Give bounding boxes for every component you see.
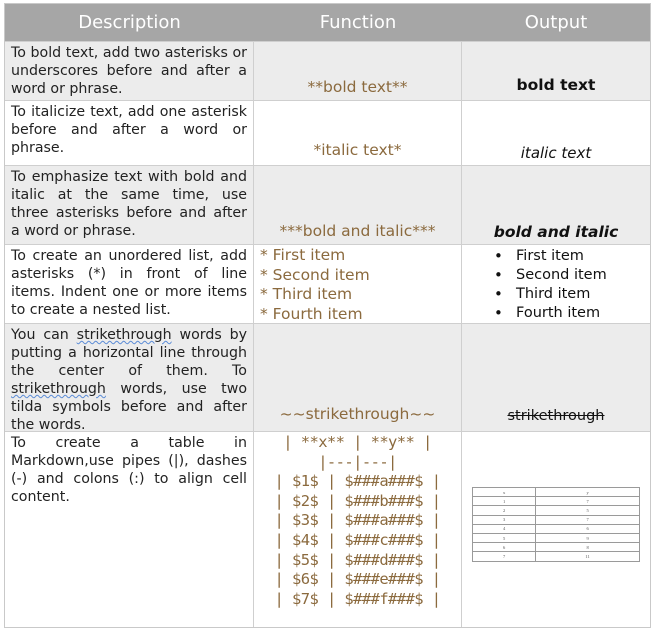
function-line: * Fourth item bbox=[260, 304, 363, 323]
mini-table-row bbox=[473, 506, 640, 515]
mini-table-row bbox=[473, 543, 640, 552]
list-item: • Third item bbox=[516, 285, 650, 304]
description-cell: To italicize text, add one asterisk before and after a word or phrase. bbox=[5, 101, 254, 165]
spellcheck-word: strikethrough bbox=[11, 381, 106, 397]
function-text: **bold text** bbox=[307, 78, 408, 96]
mini-table-row bbox=[473, 552, 640, 561]
mini-table-cell: 7 bbox=[473, 552, 536, 561]
output-bold-italic-text: bold and italic bbox=[493, 223, 619, 241]
function-line: | $4$ | $###c###$ | bbox=[274, 530, 441, 549]
header-description: Description bbox=[78, 12, 181, 33]
description-text: words by putting a horizontal line through the center of them. To bbox=[11, 327, 247, 379]
output-bold-text: bold text bbox=[516, 76, 596, 94]
description-text: You can bbox=[11, 327, 77, 343]
function-line: |---|---| bbox=[318, 452, 397, 471]
mini-table-row bbox=[473, 533, 640, 542]
mini-table-header bbox=[473, 488, 640, 497]
output-mini-table bbox=[472, 487, 640, 562]
function-line: | $3$ | $###a###$ | bbox=[274, 511, 441, 530]
mini-table-cell: 6 bbox=[536, 524, 640, 533]
table-row bbox=[5, 41, 650, 100]
mini-table-cell: 7 bbox=[536, 497, 640, 506]
function-text: *italic text* bbox=[313, 141, 402, 159]
output-cell bbox=[462, 101, 650, 165]
function-line: | $2$ | $###b###$ | bbox=[274, 491, 441, 510]
output-bullet-list bbox=[462, 245, 650, 323]
function-line: * Second item bbox=[260, 265, 370, 284]
function-line: | $7$ | $###f###$ | bbox=[274, 589, 441, 608]
mini-table-cell: 2 bbox=[473, 506, 536, 515]
function-line: | $1$ | $###a###$ | bbox=[274, 472, 441, 491]
output-cell bbox=[462, 245, 650, 323]
mini-table-cell: 6 bbox=[473, 543, 536, 552]
mini-table-cell: 7 bbox=[536, 515, 640, 524]
description-cell bbox=[5, 324, 254, 431]
list-item: • Second item bbox=[516, 266, 650, 285]
function-table-code bbox=[254, 432, 461, 609]
function-cell bbox=[254, 101, 462, 165]
table-header bbox=[5, 4, 650, 41]
output-cell bbox=[462, 432, 650, 627]
table-row bbox=[5, 431, 650, 627]
function-cell bbox=[254, 432, 462, 627]
function-line: | $6$ | $###e###$ | bbox=[274, 570, 441, 589]
function-cell bbox=[254, 245, 462, 323]
table-row bbox=[5, 323, 650, 431]
table-row bbox=[5, 244, 650, 323]
output-strikethrough-text: strikethrough bbox=[507, 408, 605, 424]
output-cell bbox=[462, 324, 650, 431]
function-cell bbox=[254, 166, 462, 244]
mini-table-cell: 5 bbox=[536, 506, 640, 515]
header-output: Output bbox=[524, 12, 588, 33]
mini-table-row bbox=[473, 515, 640, 524]
function-line: * Third item bbox=[260, 285, 353, 303]
table-row bbox=[5, 100, 650, 165]
function-line: | **x** | **y** | bbox=[283, 433, 432, 451]
list-item: • First item bbox=[516, 247, 650, 266]
description-cell: To bold text, add two asterisks or underscores before and after a word or phrase. bbox=[5, 42, 254, 100]
table-row bbox=[5, 165, 650, 244]
mini-table-cell: 5 bbox=[473, 533, 536, 542]
description-text: words, use two tilda symbols before and after the words. bbox=[11, 381, 247, 433]
mini-table-cell: x bbox=[473, 488, 536, 497]
function-line: * First item bbox=[260, 246, 346, 264]
function-text: ***bold and italic*** bbox=[279, 222, 436, 240]
description-cell: To create a table in Markdown,use pipes (|), dashes (-) and colons (:) to align cell content. bbox=[5, 432, 254, 627]
mini-table-cell: 8 bbox=[536, 543, 640, 552]
mini-table-cell: 3 bbox=[473, 515, 536, 524]
description-cell: To emphasize text with bold and italic at the same time, use three asterisks before and after a word or phrase. bbox=[5, 166, 254, 244]
output-italic-text: italic text bbox=[520, 144, 592, 162]
mini-table-row bbox=[473, 497, 640, 506]
function-line: | $5$ | $###d###$ | bbox=[274, 550, 441, 569]
mini-table-cell: 9 bbox=[536, 533, 640, 542]
output-cell bbox=[462, 166, 650, 244]
mini-table-cell: 11 bbox=[536, 552, 640, 561]
description-cell: To create an unordered list, add asterisks (*) in front of line items. Indent one or more items to create a nested list. bbox=[5, 245, 254, 323]
mini-table-cell: 1 bbox=[473, 497, 536, 506]
function-cell bbox=[254, 42, 462, 100]
function-cell bbox=[254, 324, 462, 431]
list-item: • Fourth item bbox=[516, 304, 650, 323]
function-text: ~~strikethrough~~ bbox=[279, 405, 436, 423]
header-function: Function bbox=[319, 12, 397, 33]
mini-table-cell: 4 bbox=[473, 524, 536, 533]
spellcheck-word: strikethrough bbox=[76, 327, 172, 343]
output-cell bbox=[462, 42, 650, 100]
function-list bbox=[254, 245, 461, 324]
markdown-reference-table bbox=[4, 3, 651, 628]
mini-table-row bbox=[473, 524, 640, 533]
mini-table-cell: y bbox=[536, 488, 640, 497]
